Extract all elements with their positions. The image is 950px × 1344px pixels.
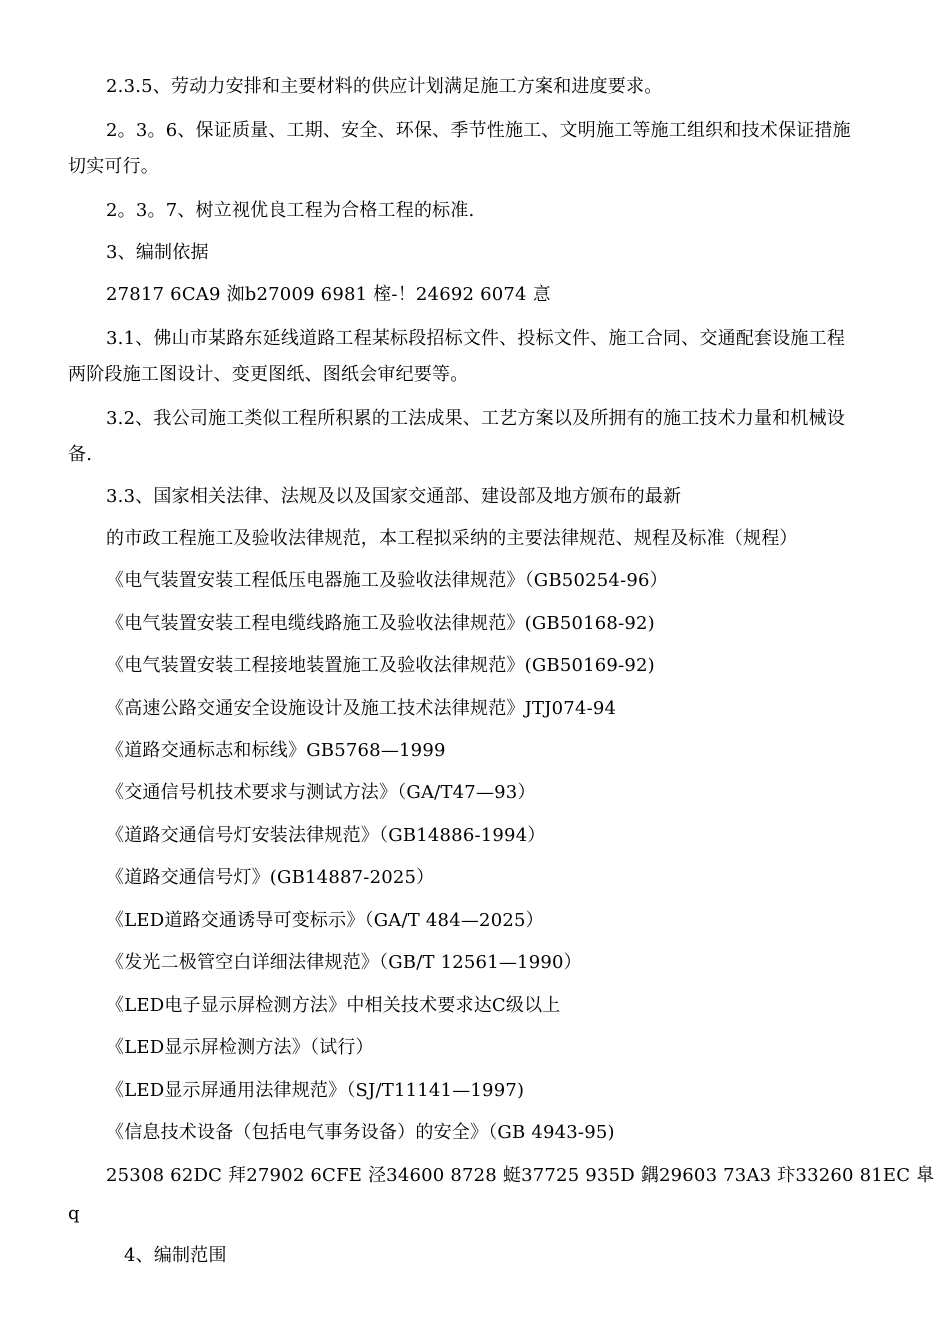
standard-item: 《道路交通信号灯》(GB14887-2025） <box>106 867 435 888</box>
standard-item: 《电气装置安装工程接地装置施工及验收法律规范》(GB50169-92) <box>106 655 655 676</box>
standard-item: 《LED显示屏通用法律规范》（SJ/T11141—1997) <box>106 1080 525 1101</box>
text-line-1: 2.3.5、劳动力安排和主要材料的供应计划满足施工方案和进度要求。 <box>106 76 663 97</box>
standard-item: 《LED电子显示屏检测方法》中相关技术要求达C级以上 <box>106 995 561 1016</box>
text-line-10: 的市政工程施工及验收法律规范，本工程拟采纳的主要法律规范、规程及标准（规程） <box>106 528 798 549</box>
standard-item: 《电气装置安装工程低压电器施工及验收法律规范》（GB50254-96） <box>106 570 668 591</box>
standard-item: 《交通信号机技术要求与测试方法》（GA/T47—93） <box>106 782 536 803</box>
text-line-9: 3.3、国家相关法律、法规及以及国家交通部、建设部及地方颁布的最新 <box>106 486 682 507</box>
text-line-8: 备. <box>68 444 93 465</box>
text-line-5: 3.1、佛山市某路东延线道路工程某标段招标文件、投标文件、施工合同、交通配套设施工程 <box>106 328 846 349</box>
standard-item: 《道路交通信号灯安装法律规范》（GB14886-1994） <box>106 825 546 846</box>
standard-item: 《LED显示屏检测方法》（试行） <box>106 1037 374 1058</box>
text-line-6: 两阶段施工图设计、变更图纸、图纸会审纪要等。 <box>68 364 469 385</box>
standard-item: 《道路交通标志和标线》GB5768—1999 <box>106 740 446 761</box>
text-line-7: 3.2、我公司施工类似工程所积累的工法成果、工艺方案以及所拥有的施工技术力量和机械设 <box>106 408 846 429</box>
standard-item: 《高速公路交通安全设施设计及施工技术法律规范》JTJ074-94 <box>106 698 617 719</box>
standard-item: 《电气装置安装工程电缆线路施工及验收法律规范》(GB50168-92) <box>106 613 655 634</box>
garbled-line-1: 27817 6CA9 洳b27009 6981 榁-！24692 6074 悥 <box>106 284 551 305</box>
garbled-line-3: q <box>68 1203 80 1224</box>
section-heading-3: 3、编制依据 <box>106 242 209 263</box>
text-line-2: 2。3。6、保证质量、工期、安全、环保、季节性施工、文明施工等施工组织和技术保证措施 <box>106 120 851 141</box>
text-line-4: 2。3。7、树立视优良工程为合格工程的标准. <box>106 200 475 221</box>
garbled-line-2: 25308 62DC 拜27902 6CFE 泾34600 8728 蜓37725 935D 鍝29603 73A3 玣33260 81EC 臯 <box>106 1165 935 1186</box>
section-heading-4: 4、编制范围 <box>124 1245 227 1266</box>
standard-item: 《信息技术设备（包括电气事务设备）的安全》（GB 4943-95) <box>106 1122 615 1143</box>
standard-item: 《发光二极管空白详细法律规范》（GB/T 12561—1990） <box>106 952 582 973</box>
text-line-3: 切实可行。 <box>68 156 159 177</box>
standard-item: 《LED道路交通诱导可变标示》（GA/T 484—2025） <box>106 910 544 931</box>
